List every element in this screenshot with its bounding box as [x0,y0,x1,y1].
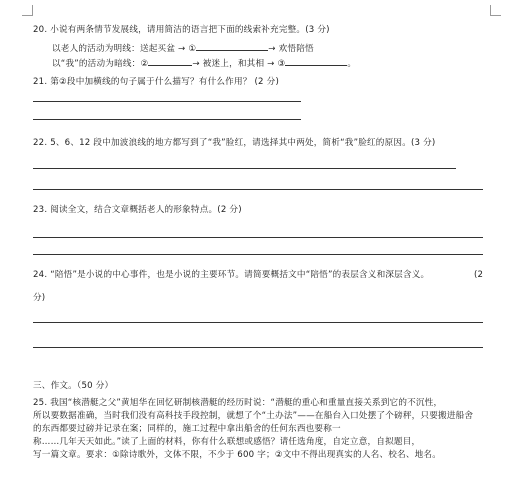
q20-row1 [52,41,314,55]
section-3-title: 三、作文。（50 分） [33,381,114,391]
q21-answer-line-2[interactable] [33,119,301,120]
q20-blank-3[interactable] [285,56,347,66]
q24-score: (2 [474,270,484,280]
q20-row1-prefix: 以老人的活动为明线：送起买盆 → ① [52,44,197,54]
q21-stem: 21. 第②段中加横线的句子属于什么描写？有什么作用？ (2 分) [33,77,279,87]
page-corner-mark-right [490,5,501,16]
q25-line-2: 所以要数据准确，当时我们没有高科技手段控制，就想了个“土办法”——在船台入口处摆了个磅秤，只要搬进船舍 [33,411,474,421]
q25-line-4: 称……几年天天如此。”读了上面的材料，你有什么联想或感悟？请任选角度，自定立意，自拟题目， [33,437,421,447]
q20-row2 [52,56,356,70]
q20-row2-prefix: 以“我”的活动为暗线：② [52,59,149,69]
page-corner-mark-left [22,5,33,16]
q25-line-1: 25. 我国“核潜艇之父”黄旭华在回忆研制核潜艇的经历时说：“潜艇的重心和重量直接关系到它的不沉性， [33,398,443,408]
q23-answer-line-1[interactable] [33,237,483,238]
q22-stem: 22. 5、6、12 段中加波浪线的地方都写到了“我”脸红，请选择其中两处，简析“我”脸红的原因。(3 分) [33,138,436,148]
q22-answer-line-1[interactable] [33,168,456,169]
q24-stem: 24. “陪悟”是小说的中心事件，也是小说的主要环节。请简要概括文中“陪悟”的表层含义和深层含义。 [33,270,430,280]
q25-line-3: 的东西都要过磅并记录在案；同样的，施工过程中拿出船舍的任何东西也要称一 [33,424,341,434]
q21-answer-line-1[interactable] [33,101,301,102]
q20-row2-suffix: 。 [347,59,357,69]
q20-blank-2[interactable] [148,56,192,66]
q25-line-5: 写一篇文章。要求：①除诗歌外，文体不限，不少于 600 字；②文中不得出现真实的人名、校名、地名。 [33,450,442,460]
q20-row1-suffix: → 欢悟陪悟 [268,44,314,54]
q22-answer-line-2[interactable] [33,189,483,190]
q24-answer-line-2[interactable] [33,347,483,348]
q20-blank-1[interactable] [196,41,268,51]
q24-score-continued: 分) [33,293,46,303]
q23-stem: 23. 阅读全文，结合文章概括老人的形象特点。(2 分) [33,205,242,215]
q24-answer-line-1[interactable] [33,322,483,323]
q23-answer-line-2[interactable] [33,254,483,255]
q20-stem: 20. 小说有两条情节发展线，请用简洁的语言把下面的线索补充完整。(3 分) [33,25,330,35]
q20-row2-middle: → 被迷上，和其相 → ③ [192,59,286,69]
